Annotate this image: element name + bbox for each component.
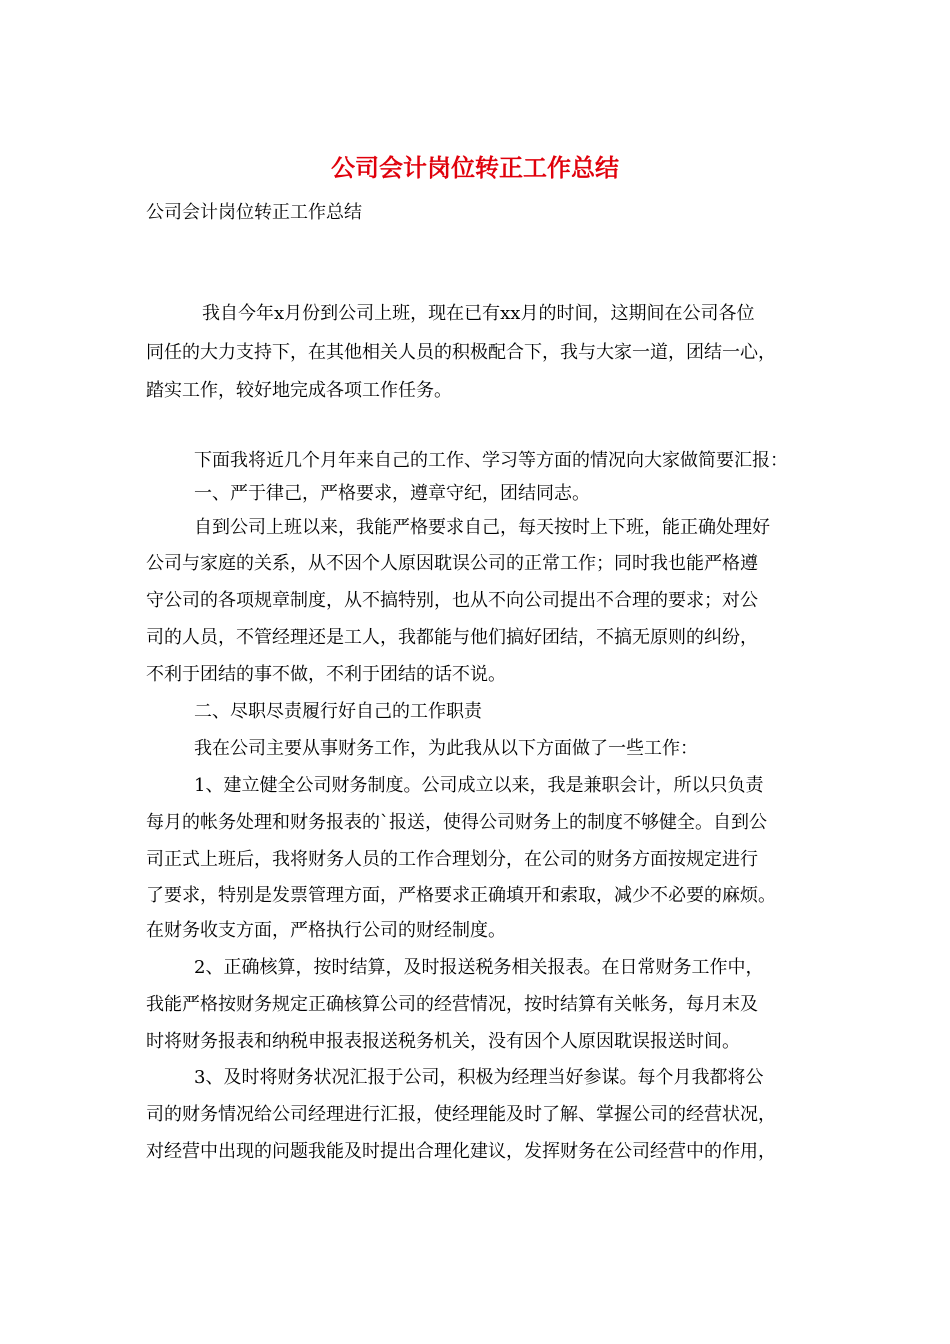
paragraph-line: 司的人员，不管经理还是工人，我都能与他们搞好团结，不搞无原则的纠纷， — [146, 627, 758, 648]
paragraph-line: 自到公司上班以来，我能严格要求自己，每天按时上下班，能正确处理好 — [194, 517, 770, 538]
paragraph-line: 司的财务情况给公司经理进行汇报，使经理能及时了解、掌握公司的经营状况， — [146, 1104, 776, 1125]
paragraph-line: 时将财务报表和纳税申报表报送税务机关，没有因个人原因耽误报送时间。 — [146, 1031, 740, 1052]
paragraph-line: 下面我将近几个月年来自己的工作、学习等方面的情况向大家做简要汇报： — [194, 450, 788, 471]
paragraph-line: 踏实工作，较好地完成各项工作任务。 — [146, 380, 452, 401]
paragraph-line: 司正式上班后，我将财务人员的工作合理划分，在公司的财务方面按规定进行 — [146, 849, 758, 870]
paragraph-line: 我在公司主要从事财务工作，为此我从以下方面做了一些工作： — [194, 738, 698, 759]
section-heading: 一、严于律己，严格要求，遵章守纪，团结同志。 — [194, 483, 590, 504]
paragraph-line: 2、正确核算，按时结算，及时报送税务相关报表。在日常财务工作中， — [194, 957, 764, 978]
paragraph-line: 了要求，特别是发票管理方面，严格要求正确填开和索取，减少不必要的麻烦。 — [146, 885, 776, 906]
document-subtitle: 公司会计岗位转正工作总结 — [146, 202, 362, 223]
paragraph-line: 对经营中出现的问题我能及时提出合理化建议，发挥财务在公司经营中的作用， — [146, 1141, 776, 1162]
section-heading: 二、尽职尽责履行好自己的工作职责 — [194, 701, 482, 722]
paragraph-line: 同任的大力支持下，在其他相关人员的积极配合下，我与大家一道，团结一心， — [146, 342, 776, 363]
paragraph-line: 我能严格按财务规定正确核算公司的经营情况，按时结算有关帐务，每月末及 — [146, 994, 758, 1015]
paragraph-line: 3、及时将财务状况汇报于公司，积极为经理当好参谋。每个月我都将公 — [194, 1067, 764, 1088]
paragraph-line: 不利于团结的事不做，不利于团结的话不说。 — [146, 664, 506, 685]
document-title: 公司会计岗位转正工作总结 — [331, 153, 619, 182]
paragraph-line: 我自今年x月份到公司上班，现在已有xx月的时间，这期间在公司各位 — [202, 303, 755, 324]
paragraph-line: 1、建立健全公司财务制度。公司成立以来，我是兼职会计，所以只负责 — [194, 775, 764, 796]
paragraph-line: 每月的帐务处理和财务报表的`报送，使得公司财务上的制度不够健全。自到公 — [146, 812, 767, 833]
paragraph-line: 公司与家庭的关系，从不因个人原因耽误公司的正常工作；同时我也能严格遵 — [146, 553, 758, 574]
paragraph-line: 守公司的各项规章制度，从不搞特别，也从不向公司提出不合理的要求；对公 — [146, 590, 758, 611]
paragraph-line: 在财务收支方面，严格执行公司的财经制度。 — [146, 920, 506, 941]
